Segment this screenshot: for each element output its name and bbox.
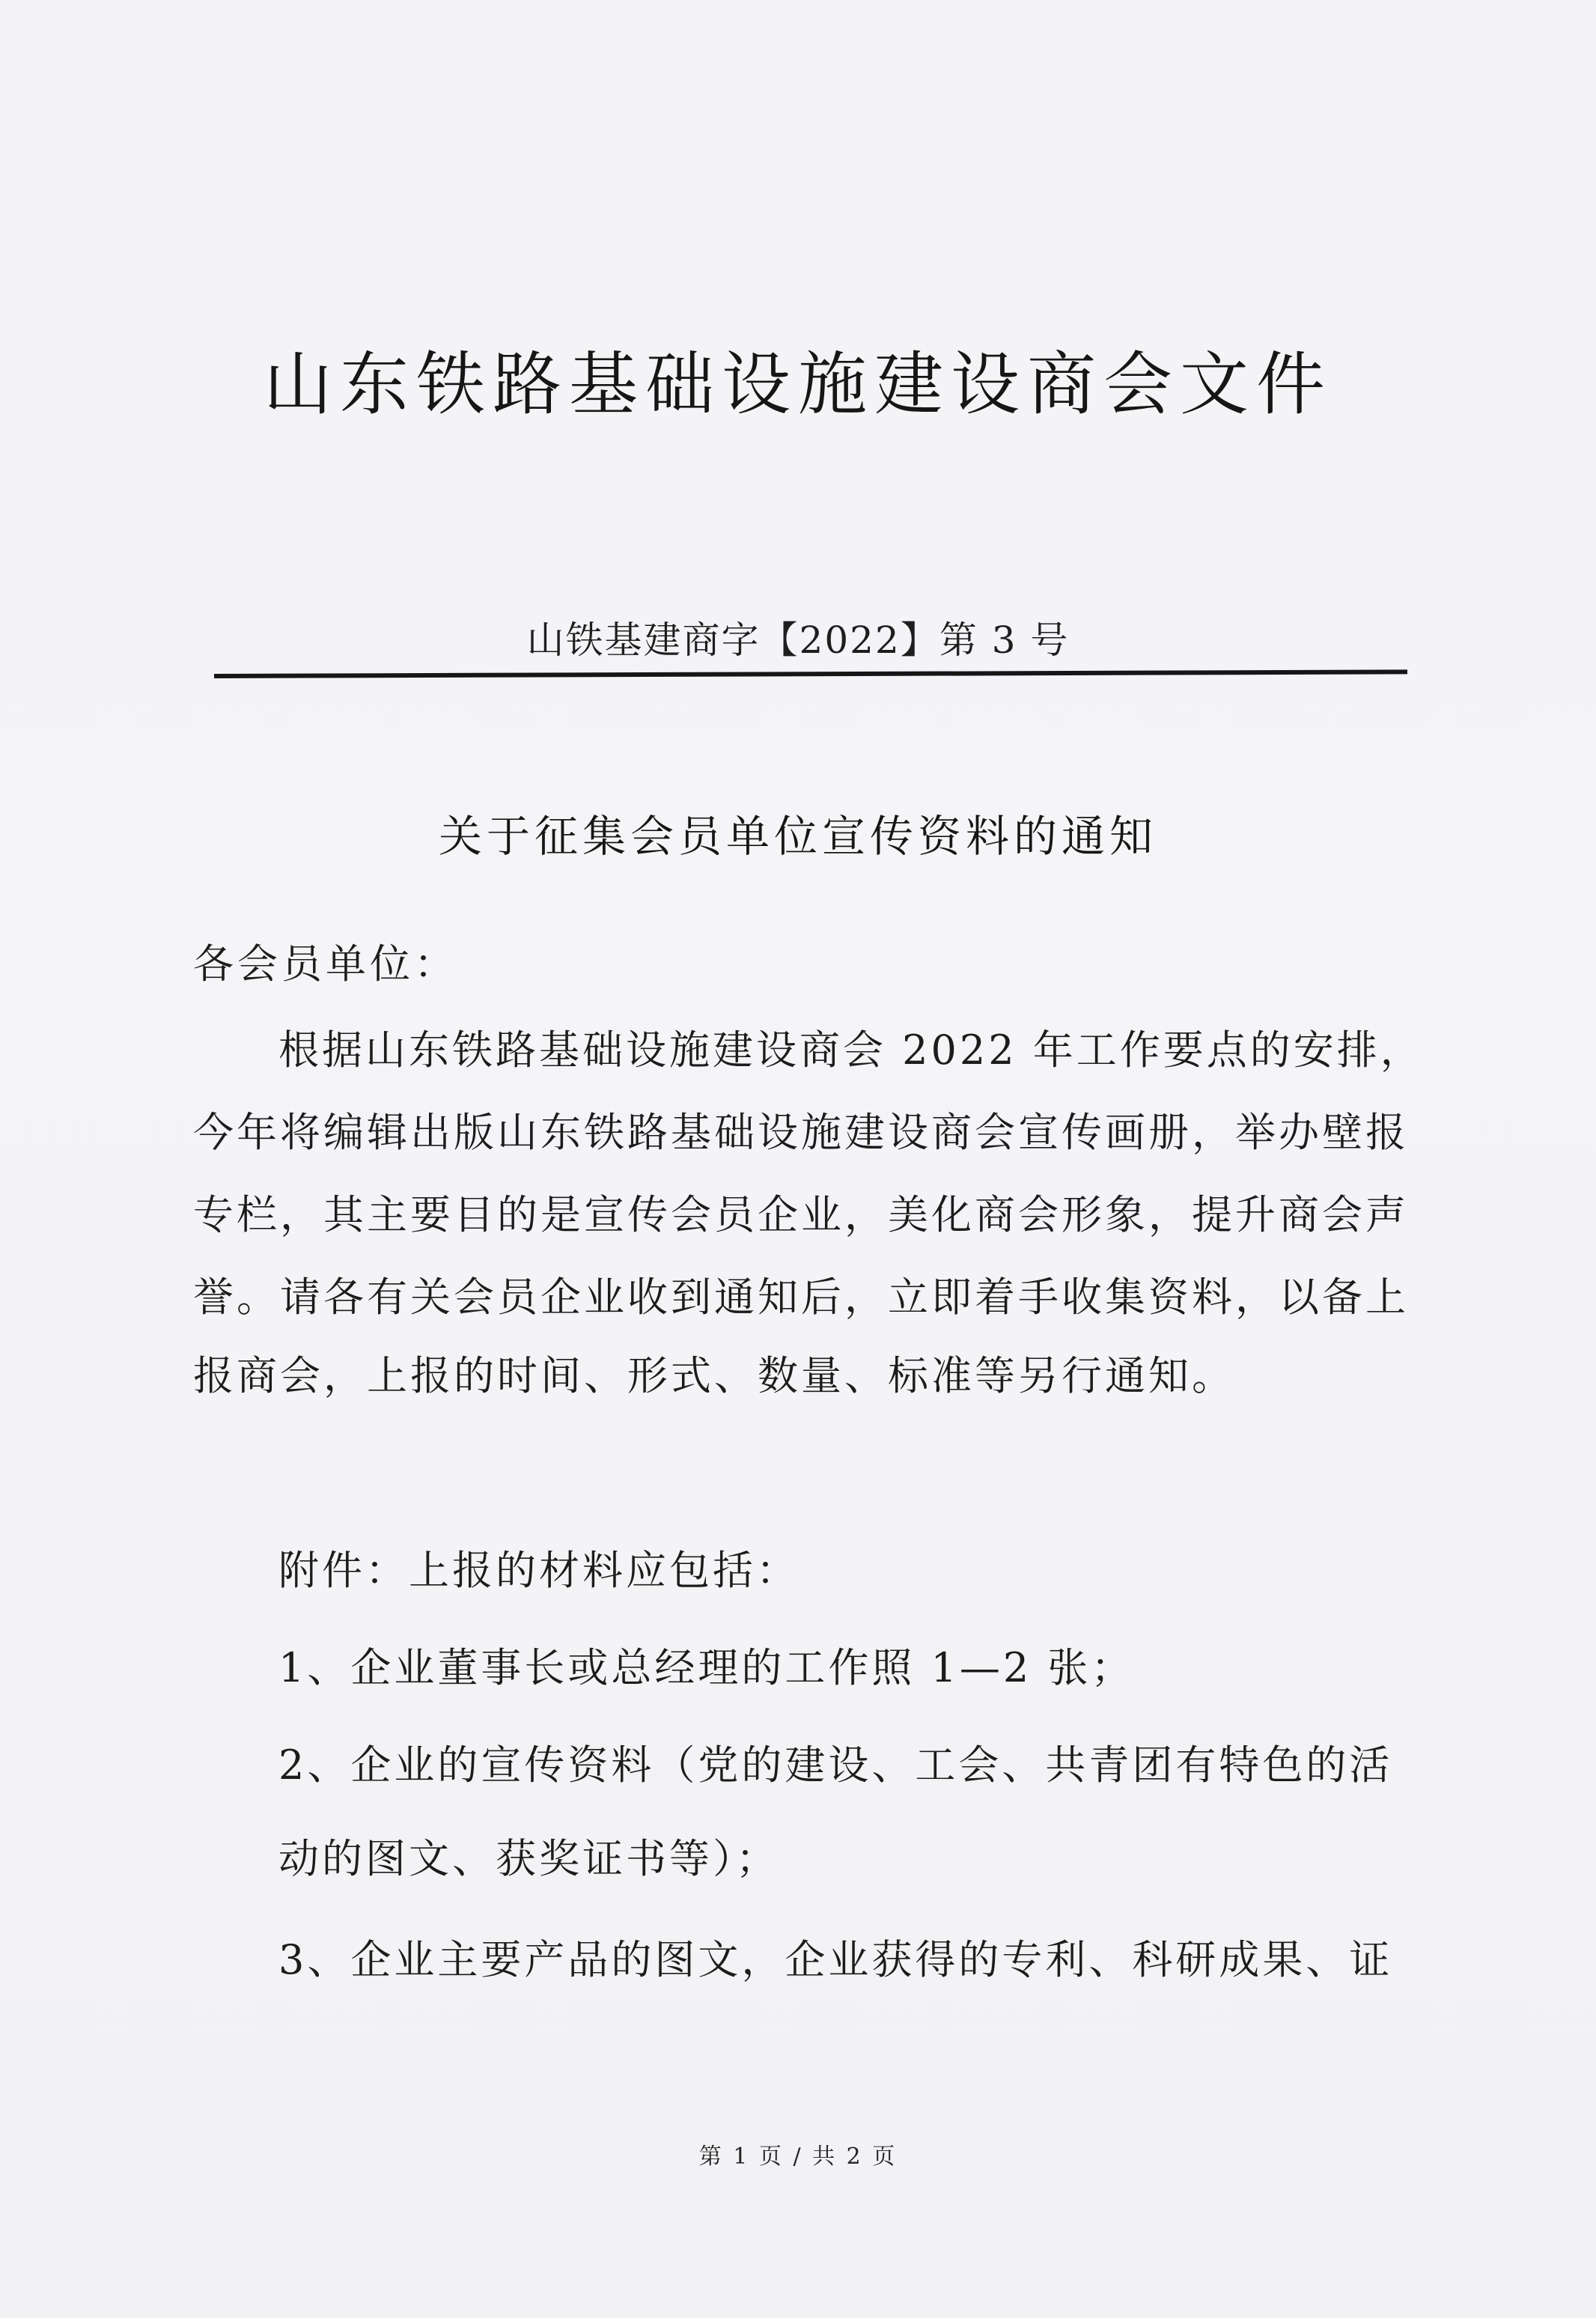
body-line: 今年将编辑出版山东铁路基础设施建设商会宣传画册，举办壁报 [193,1109,1409,1156]
body-line: 根据山东铁路基础设施建设商会 2022 年工作要点的安排， [278,1026,1424,1074]
notice-subject: 关于征集会员单位宣传资料的通知 [438,811,1157,862]
body-line: 报商会，上报的时间、形式、数量、标准等另行通知。 [193,1352,1235,1399]
attachment-item: 1、企业董事长或总经理的工作照 1—2 张； [278,1644,1135,1691]
attachment-item: 动的图文、获奖证书等）； [278,1835,779,1882]
document-number: 山铁基建商字【2022】第 3 号 [526,618,1070,662]
attachment-item: 3、企业主要产品的图文，企业获得的专利、科研成果、证 [278,1936,1393,1983]
page-indicator: 第 1 页 / 共 2 页 [698,2144,898,2170]
body-line: 专栏，其主要目的是宣传会员企业，美化商会形象，提升商会声 [193,1191,1409,1238]
attachment-heading: 附件：上报的材料应包括： [278,1547,799,1594]
attachment-item: 2、企业的宣传资料（党的建设、工会、共青团有特色的活 [278,1741,1393,1789]
header-divider [214,669,1407,678]
body-line: 誉。请各有关会员企业收到通知后，立即着手收集资料，以备上 [193,1274,1409,1321]
salutation: 各会员单位： [193,940,458,988]
document-header-title: 山东铁路基础设施建设商会文件 [263,344,1332,425]
